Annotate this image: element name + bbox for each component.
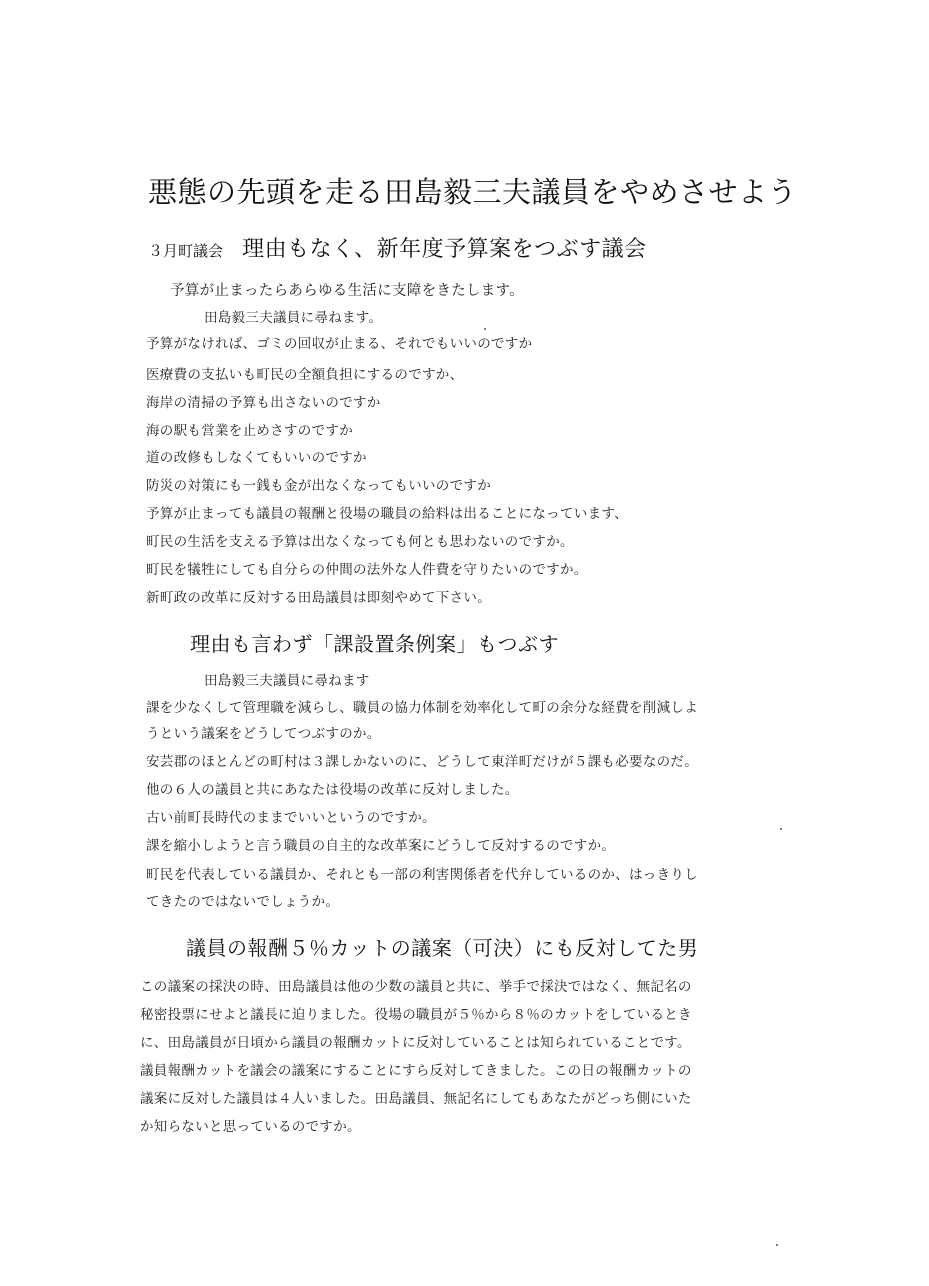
section-heading: 議員の報酬５％カットの議案（可決）にも反対してた男: [186, 936, 699, 960]
body-line: 道の改修もしなくてもいいのですか: [146, 450, 367, 466]
subtitle-prefix: ３月町議会: [148, 242, 224, 260]
body-line: 予算が止まったらあらゆる生活に支障をきたします。: [170, 283, 525, 299]
body-line: 町民を犠牲にしても自分らの仲間の法外な人件費を守りたいのですか。: [146, 562, 588, 578]
body-line: 予算が止まっても議員の報酬と役場の職員の給料は出ることになっています、: [146, 506, 628, 522]
body-line: 議員報酬カットを議会の議案にすることにすら反対してきました。この日の報酬カットの: [140, 1063, 692, 1079]
scan-speck: [776, 1244, 778, 1246]
section-heading: 理由も言わず「課設置条例案」もつぶす: [190, 632, 559, 656]
body-line: うという議案をどうしてつぶすのか。: [146, 726, 381, 742]
body-line: 古い前町長時代のままでいいというのですか。: [146, 810, 436, 826]
body-line: 課を少なくして管理職を減らし、職員の協力体制を効率化して町の余分な経費を削減しよ: [146, 700, 698, 716]
body-line: 課を縮小しようと言う職員の自主的な改革案にどうして反対するのですか。: [146, 838, 616, 854]
scan-speck: [780, 828, 782, 830]
body-line: 田島毅三夫議員に尋ねます。: [204, 310, 383, 326]
body-line: 予算がなければ、ゴミの回収が止まる、それでもいいのですか: [146, 336, 533, 352]
body-line: 安芸郡のほとんどの町村は３課しかないのに、どうして東洋町だけが５課も必要なのだ。: [146, 754, 698, 770]
page-title: 悪態の先頭を走る田島毅三夫議員をやめさせよう: [148, 175, 798, 209]
subtitle-text: 理由もなく、新年度予算案をつぶす議会: [242, 237, 647, 262]
body-line: この議案の採決の時、田島議員は他の少数の議員と共に、挙手で採決ではなく、無記名の: [140, 979, 692, 995]
body-line: 他の６人の議員と共にあなたは役場の改革に反対しました。: [146, 782, 519, 798]
body-line: 海岸の清掃の予算も出さないのですか: [146, 395, 381, 411]
body-line: 医療費の支払いも町民の全額負担にするのですか、: [146, 367, 464, 383]
body-line: 田島毅三夫議員に尋ねます: [204, 673, 370, 689]
body-line: か知らないと思っているのですか。: [140, 1119, 361, 1135]
body-line: 海の駅も営業を止めさすのですか: [146, 423, 353, 439]
page-subtitle: [148, 232, 647, 263]
body-line: に、田島議員が日頃から議員の報酬カットに反対していることは知られていることです。: [140, 1035, 691, 1051]
body-line: 町民を代表している議員か、それとも一部の利害関係者を代弁しているのか、はっきりし: [146, 867, 698, 883]
body-line: 議案に反対した議員は４人いました。田島議員、無記名にしてもあなたがどっち側にいた: [140, 1091, 692, 1107]
body-line: てきたのではないでしょうか。: [146, 894, 340, 910]
body-line: 防災の対策にも一銭も金が出なくなってもいいのですか: [146, 478, 491, 494]
body-line: 秘密投票にせよと議長に迫りました。役場の職員が５％から８％のカットをしているとき: [140, 1007, 692, 1023]
body-line: 新町政の改革に反対する田島議員は即刻やめて下さい。: [146, 590, 491, 606]
body-line: 町民の生活を支える予算は出なくなっても何とも思わないのですか。: [146, 534, 574, 550]
scan-speck: [484, 328, 486, 330]
